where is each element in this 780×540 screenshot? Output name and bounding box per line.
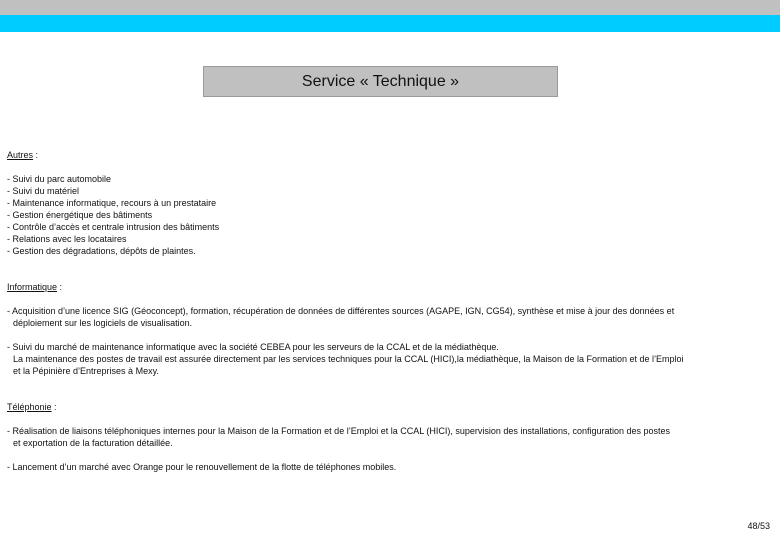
list-item: - Gestion énergétique des bâtiments bbox=[7, 210, 153, 220]
section-heading-telephonie-label: Téléphonie bbox=[7, 402, 52, 412]
paragraph-line: déploiement sur les logiciels de visualisation. bbox=[13, 318, 193, 328]
paragraph-line: et exportation de la facturation détaillée. bbox=[13, 438, 173, 448]
top-gray-band bbox=[0, 0, 780, 15]
top-accent-band bbox=[0, 15, 780, 32]
paragraph-line: La maintenance des postes de travail est assurée directement par les services techniques pour la CCAL (HICI),la médiathèque, la Maison de la Formation et de l’Emploi bbox=[13, 354, 684, 364]
page-number: 48/53 bbox=[747, 521, 770, 531]
paragraph-line: - Acquisition d’une licence SIG (Géoconcept), formation, récupération de données de différentes sources (AGAPE, IGN, CG54), synthèse et mise à jour des données et bbox=[7, 306, 675, 316]
section-heading-informatique-label: Informatique bbox=[7, 282, 58, 292]
paragraph-line: - Suivi du marché de maintenance informatique avec la société CEBEA pour les serveurs de la CCAL et de la médiathèque. bbox=[7, 342, 499, 352]
list-item: - Gestion des dégradations, dépôts de plaintes. bbox=[7, 246, 196, 256]
paragraph-line: et la Pépinière d’Entreprises à Mexy. bbox=[13, 366, 159, 376]
list-item: - Suivi du parc automobile bbox=[7, 174, 112, 184]
heading-colon: : bbox=[33, 150, 39, 160]
paragraph-line: - Lancement d’un marché avec Orange pour le renouvellement de la flotte de téléphones mobiles. bbox=[7, 462, 397, 472]
page-title: Service « Technique » bbox=[203, 66, 558, 97]
list-item: - Contrôle d’accès et centrale intrusion des bâtiments bbox=[7, 222, 220, 232]
paragraph-line: - Réalisation de liaisons téléphoniques internes pour la Maison de la Formation et de l’Emploi et la CCAL (HICI), supervision des installations, configuration des postes bbox=[7, 426, 671, 436]
list-item: - Suivi du matériel bbox=[7, 186, 80, 196]
document-body bbox=[7, 149, 767, 473]
heading-colon: : bbox=[51, 402, 57, 412]
heading-colon: : bbox=[57, 282, 63, 292]
section-heading-autres-label: Autres bbox=[7, 150, 34, 160]
section-heading-telephonie bbox=[7, 401, 767, 413]
list-item: - Relations avec les locataires bbox=[7, 234, 127, 244]
section-heading-informatique bbox=[7, 281, 767, 293]
section-heading-autres bbox=[7, 149, 767, 161]
list-item: - Maintenance informatique, recours à un prestataire bbox=[7, 198, 217, 208]
